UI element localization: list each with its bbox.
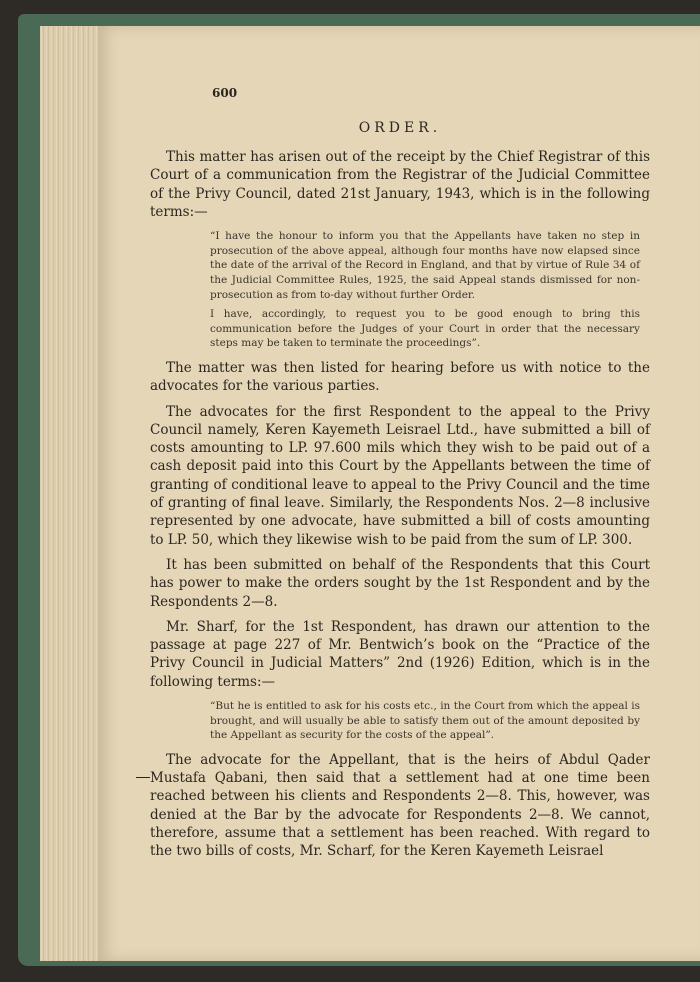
paragraph: The advocate for the Appellant, that is the heirs of Abdul Qader Mustafa Qabani, then said that a settlement had at one time been reached between his clients and Respondents 2—8. This, however, was denied at the Bar by the advocate for Respondents 2—8. We cannot, therefore, assume that a settlement has been reached. With regard to the two bills of costs, Mr. Scharf, for the Keren Kayemeth Leisrael xyxy=(150,751,650,860)
page-text xyxy=(150,72,650,861)
quote-paragraph: “I have the honour to inform you that the Appellants have taken no step in prosecution of the above appeal, although four months have now elapsed since the date of the arrival of the Record in England, and that by virtue of Rule 34 of the Judicial Committee Rules, 1925, the said Appeal stands dismissed for non-prosecution as from to-day without further Order. xyxy=(210,230,640,301)
paragraph: Mr. Sharf, for the 1st Respondent, has drawn our attention to the passage at page 227 of Mr. Bentwich’s book on the “Practice of the Privy Council in Judicial Matters” 2nd (1926) Edition, which is in the following terms:— xyxy=(150,618,650,690)
block-quote xyxy=(210,229,640,351)
paragraph: The advocates for the first Respondent to the appeal to the Privy Council namely, Keren Kayemeth Leisrael Ltd., have submitted a bill of costs amounting to LP. 97.600 mils which they wish to be paid out of a cash deposit paid into this Court by the Appellants between the time of granting of conditional leave to appeal to the Privy Council and the time of granting of final leave. Similarly, the Respondents Nos. 2—8 inclusive represented by one advocate, have submitted a bill of costs amounting to LP. 50, which they likewise wish to be paid from the sum of LP. 300. xyxy=(150,403,650,548)
quote-paragraph: “But he is entitled to ask for his costs etc., in the Court from which the appeal is brought, and will usually be able to satisfy them out of the amount deposited by the Appellant as security for the costs of the appeal”. xyxy=(210,699,640,742)
block-quote xyxy=(210,699,640,743)
page-edges xyxy=(40,26,99,961)
order-heading: ORDER. xyxy=(358,120,442,136)
paragraph: This matter has arisen out of the receipt by the Chief Registrar of this Court of a communication from the Registrar of the Judicial Committee of the Privy Council, dated 21st January, 1943, which is in the following terms:— xyxy=(150,149,650,220)
quote-paragraph: I have, accordingly, to request you to be good enough to bring this communication before the Judges of your Court in order that the necessary steps may be taken to terminate the proceedings”. xyxy=(210,308,640,350)
paragraph: The matter was then listed for hearing before us with notice to the advocates for the various parties. xyxy=(150,359,650,395)
page-number: 600 xyxy=(212,86,238,100)
margin-mark xyxy=(136,777,150,778)
paragraph: It has been submitted on behalf of the Respondents that this Court has power to make the orders sought by the 1st Respondent and by the Respondents 2—8. xyxy=(150,556,650,610)
